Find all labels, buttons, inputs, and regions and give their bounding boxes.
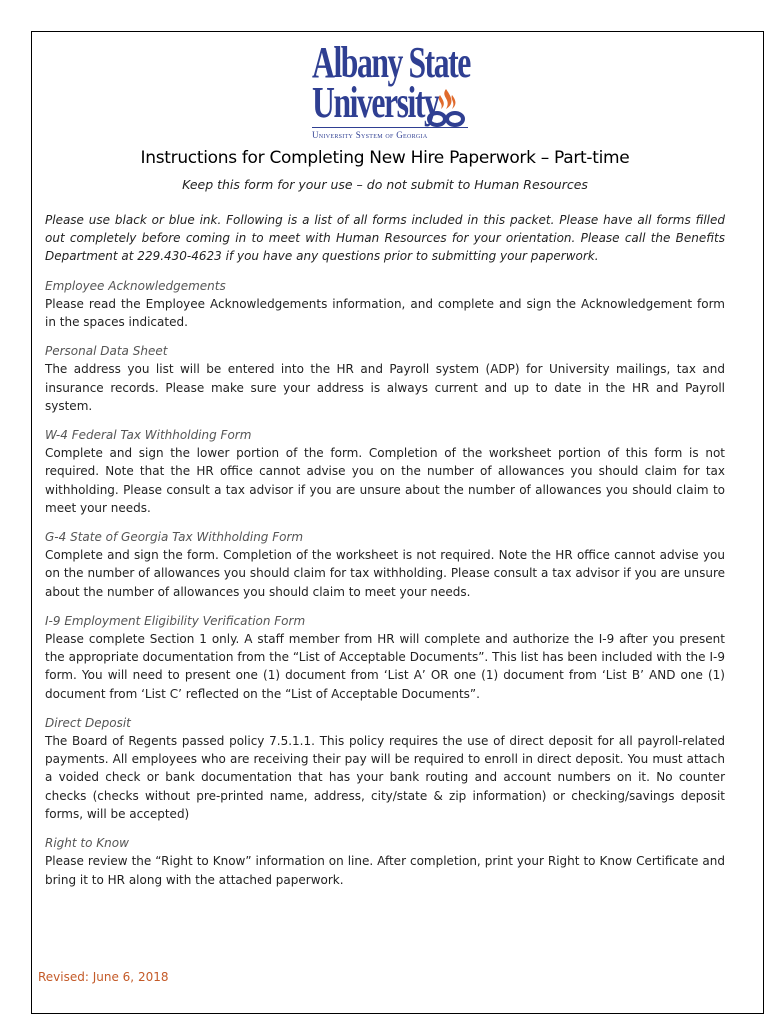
section-body: Complete and sign the lower portion of the form. Completion of the worksheet portion of this form is not required. Note that the HR office cannot advise you on the number of allowances you should claim for tax withholding. Please consult a tax advisor if you are unsure about the number of allowances you should claim to meet your needs.: [45, 446, 725, 515]
section-personal-data-sheet: [45, 342, 725, 415]
section-heading: W-4 Federal Tax Withholding Form: [45, 428, 252, 443]
section-heading: Direct Deposit: [45, 715, 131, 730]
section-body: The Board of Regents passed policy 7.5.1.1. This policy requires the use of direct deposit for all payroll-related payments. All employees who are receiving their pay will be required to enroll in direct deposit. You must attach a voided check or bank documentation that has your bank routing and account numbers on it. No counter checks (checks without pre-printed name, address, city/state & zip information) or checking/savings deposit forms, will be accepted): [45, 734, 725, 821]
section-body: The address you list will be entered into the HR and Payroll system (ADP) for University mailings, tax and insurance records. Please make sure your address is always current and up to date in the HR and Payroll system.: [45, 362, 725, 413]
section-w4: [45, 426, 725, 517]
logo-line-1: Albany State: [312, 38, 470, 87]
section-body: Please read the Employee Acknowledgements information, and complete and sign the Acknowledgement form in the spaces indicated.: [45, 296, 725, 330]
section-heading: G-4 State of Georgia Tax Withholding Form: [45, 530, 304, 545]
section-body: Complete and sign the form. Completion of the worksheet is not required. Note the HR office cannot advise you on the number of allowances you should claim for tax withholding. Please consult a tax advisor if you are unsure about the number of allowances you should claim to meet your needs.: [45, 548, 725, 599]
revision-date: Revised: June 6, 2018: [38, 970, 169, 984]
section-heading: Employee Acknowledgements: [45, 278, 226, 293]
section-heading: Right to Know: [45, 836, 129, 851]
university-logo: [312, 37, 468, 143]
page-subtitle: Keep this form for your use – do not submit to Human Resources: [182, 177, 588, 192]
document-body: [45, 211, 725, 900]
section-i9: [45, 612, 725, 703]
section-heading: I-9 Employment Eligibility Verification Form: [45, 613, 306, 628]
logo-subtitle: University System of Georgia: [312, 130, 428, 140]
section-employee-acknowledgements: [45, 277, 725, 332]
section-body: Please review the “Right to Know” information on line. After completion, print your Right to Know Certificate and bring it to HR along with the attached paperwork.: [45, 854, 725, 887]
flame-emblem-icon: [426, 87, 466, 129]
logo-divider: [312, 127, 468, 128]
intro-paragraph: Please use black or blue ink. Following is a list of all forms included in this packet. Please have all forms filled out completely before coming in to meet with Human Resources for your orientation. Please call the Benefits Department at 229.430-4623 if you have any questions prior to submitting your paperwork.: [45, 213, 725, 264]
section-g4: [45, 528, 725, 601]
section-heading: Personal Data Sheet: [45, 344, 168, 359]
section-direct-deposit: [45, 714, 725, 823]
logo-line-2: University: [312, 78, 439, 127]
page-title: Instructions for Completing New Hire Paperwork – Part-time: [140, 148, 630, 168]
section-body: Please complete Section 1 only. A staff member from HR will complete and authorize the I-9 after you present the appropriate documentation from the “List of Acceptable Documents”. This list has been included with the I-9 form. You will need to present one (1) document from ‘List A’ OR one (1) document from ‘List B’ AND one (1) document from ‘List C’ reflected on the “List of Acceptable Documents”.: [45, 632, 725, 701]
section-right-to-know: [45, 834, 725, 889]
